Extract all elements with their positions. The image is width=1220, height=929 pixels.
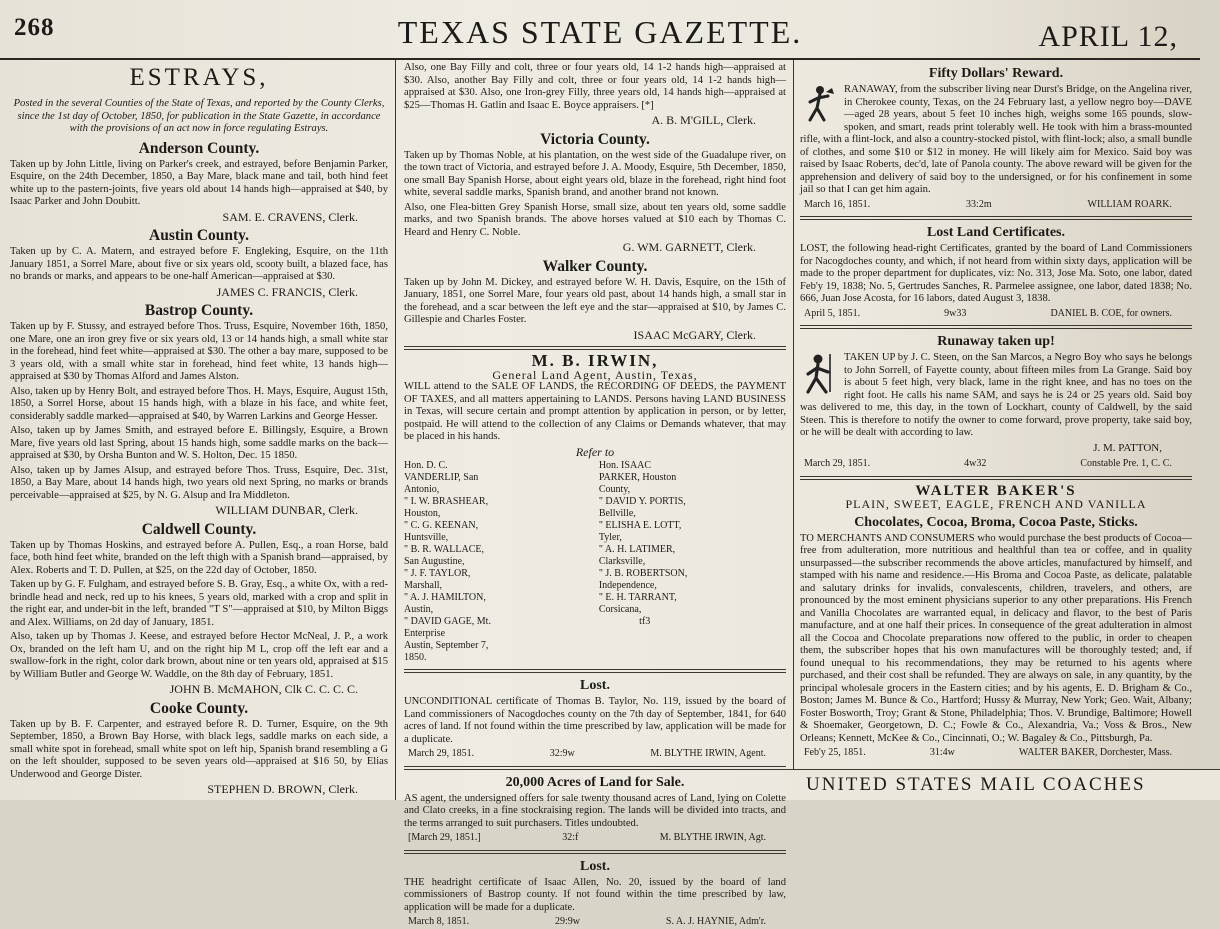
- clerk-signature: STEPHEN D. BROWN, Clerk.: [207, 782, 358, 796]
- advert-code: 9w33: [944, 307, 967, 319]
- reference-line: Hon. D. C. VANDERLIP, San Antonio,: [404, 460, 479, 495]
- advert-subheading: General Land Agent, Austin, Texas,: [492, 367, 698, 382]
- advert-date: March 29, 1851.: [804, 458, 871, 469]
- divider: [800, 476, 1192, 480]
- newspaper-title: TEXAS STATE GAZETTE.: [397, 14, 803, 50]
- county-heading: Caldwell County.: [141, 520, 257, 538]
- advert-text: THE headright certificate of Isaac Allen, No. 20, issued by the board of land commissioners of Bastrop county. If not found within the time prescribed by law, application will be made for a duplicate.: [404, 876, 786, 913]
- advert-text: LOST, the following head-right Certificates, granted by the board of Land Commissioners for Nacogdoches county, and which, if not heard from within sixty days, application will be made to the proper department for duplicates, viz: No. 313, Jose Ma. Soto, one labor, dated Feb'y 19, 1838; No. 5, Gertrudes Sanches, R. Parmelee assignee, one labor, dated 1838; No. 666, Juan Jose Acosta, for 16 labors, dated August 3, 1838.: [800, 243, 1192, 304]
- county-heading: Austin County.: [149, 227, 249, 244]
- county-heading: Victoria County.: [540, 130, 650, 148]
- reference-line: " J. B. ROBERTSON, Independence,: [598, 568, 688, 591]
- advert-code: 31:4w: [929, 747, 955, 758]
- runaway-figure-icon: [800, 84, 838, 128]
- estrays-heading: ESTRAYS,: [129, 64, 269, 91]
- clerk-signature: WILLIAM DUNBAR, Clerk.: [215, 503, 358, 517]
- reference-line: " A. J. HAMILTON, Austin,: [404, 592, 486, 615]
- county-heading: Walker County.: [542, 257, 648, 275]
- clerk-signature: ISAAC McGARY, Clerk.: [633, 327, 756, 342]
- advert-code: 33:2m: [966, 198, 992, 210]
- advert-heading: Runaway taken up!: [937, 334, 1055, 349]
- advert-text: WILL attend to the SALE OF LANDS, the RECORDING OF DEEDS, the PAYMENT OF TAXES, and all matters appertaining to LANDS. Persons having LAND BUSINESS in Texas, will secure certain and prompt attention by application in person, or by letter, postpaid. He will attend to the collection of any Claims or Demands whatever, that may be placed in his hands.: [404, 381, 786, 442]
- clerk-signature: JOHN B. McMAHON, Clk C. C. C. C.: [169, 682, 358, 696]
- advert-footer: [404, 748, 786, 761]
- reference-line: " DAVID GAGE, Mt. Enterprise: [404, 616, 491, 639]
- advert-signature: WILLIAM ROARK.: [1087, 198, 1172, 210]
- advert-heading: WALTER BAKER'S: [915, 482, 1077, 499]
- estray-notice: Taken up by John M. Dickey, and estrayed before W. H. Davis, Esquire, on the 15th of January, 1851, one Sorrel Mare, four years old past, about 14 hands high, a small star in the forehead, and a scar between the left eye and the star—appraised at $10, by James C. Gillespie and Charles Foster.: [404, 276, 786, 325]
- refer-heading: Refer to: [575, 444, 615, 459]
- reward-body: RANAWAY, from the subscriber living near Durst's Bridge, on the Angelina river, in Cherokee county, Texas, on the 24 February last, a yellow negro boy—DAVE—aged 28 years, about 5 feet 10 inches high, weighs some 165 pounds, slow-spoken, and smart, reads print tolerably well. He took with him a brass-mounted rifle, with a flint-lock, and also a country-stocked pistol, with flint-lock; also, a small bundle of clothes, and some $10 or $12 in money. He will likely aim for Mexico. Said boy was raised by Isaac Roberts, dec'd, late of Panola county. The above reward will be given for the apprehension and delivery of said boy to the undersigned, or for his confinement in some jail so that I can get him again.: [800, 84, 1192, 195]
- reference-line: Hon. ISAAC PARKER, Houston County,: [598, 460, 677, 495]
- advert-code: 32:f: [562, 832, 579, 843]
- mail-coaches-heading: UNITED STATES MAIL COACHES: [786, 769, 1220, 800]
- column-right: [800, 62, 1192, 800]
- estray-notice: Taken up by B. F. Carpenter, and estrayed before R. D. Turner, Esquire, on the 9th September, 1850, a Brown Bay Horse, with black legs, saddle marks on each side, a small white spot in forehead, small white spot on left hip, Spanish brand resembling a G on the left shoulder, supposed to be seven years old—appraised at $16 50, by Elias Underwood and George Dister.: [10, 718, 388, 780]
- runaway-body: TAKEN UP by J. C. Steen, on the San Marcos, a Negro Boy who says he belongs to John Sorrell, of Fayette county, about fifteen miles from La Grange. Said boy is about 5 feet high, very black, lame in the right knee, and has no toes on the right foot. He calls his name SAM, and says he is 24 or 25 years old. Said boy was delivered to me, this day, in the town of Lockhart, county of Caldwell, by the said Steen. This is therefore to notify the owner to come forward, prove property, take said boy, or he will be dealt with according to law.: [800, 352, 1192, 438]
- estray-notice: Taken up by Thomas Noble, at his plantation, on the west side of the Guadalupe river, on the town tract of Victoria, and estrayed before J. A. Moody, Esquire, 5th December, 1850, one small Bay Spanish Horse, about eight years old, blaze in the forehead, right hind foot white, several saddle marks, Spanish brand, and another brand not known.: [404, 149, 786, 198]
- estray-notice: Taken up by F. Stussy, and estrayed before Thos. Truss, Esquire, November 16th, 1850, one Mare, one an iron grey five or six years old, 13 or 14 hands high, a small white star in the forehead, hind feet white—appraised at $30. The other a bay mare, supposed to be 3 years old, with a small white star in forehead, hind feet white, 13 hands high—appraised at $30 by Thomas Alford and James Alston.: [10, 321, 388, 382]
- reference-line: " ELISHA E. LOTT, Tyler,: [598, 520, 682, 543]
- reference-line: " A. H. LATIMER, Clarksville,: [598, 544, 676, 567]
- advert-signature: M. BLYTHE IRWIN, Agt.: [659, 832, 766, 843]
- advert-code: 29:9w: [555, 916, 581, 927]
- references-right: [599, 460, 786, 664]
- advert-date: March 8, 1851.: [408, 916, 470, 927]
- estray-notice: Taken up by Thomas Hoskins, and estrayed before A. Pullen, Esq., a roan Horse, bald face, both hind feet white, branded on the left thigh with a Spanish brand—appraised, by Alex. Roberts and T. D. Pullen, at $25, on the 22d day of October, 1850.: [10, 539, 388, 576]
- advert-footer: [800, 747, 1192, 760]
- advert-heading: Fifty Dollars' Reward.: [928, 66, 1064, 81]
- advert-footer: [800, 308, 1192, 321]
- divider: [404, 669, 786, 673]
- clerk-signature: SAM. E. CRAVENS, Clerk.: [222, 209, 358, 224]
- estrays-intro: Posted in the several Counties of the State of Texas, and reported by the County Clerks, since the 1st day of October, 1850, for publication in the State Gazette, in accordance with the provisions of an act now in force regulating Estrays.: [13, 98, 385, 134]
- estray-notice: Taken up by C. A. Matern, and estrayed before F. Engleking, Esquire, on the 11th January 1851, a Sorrel Mare, about five or six years old, scooty built, a blazed face, has no brands or marks, and appears to be one-half American—appraised at $30.: [10, 246, 388, 282]
- column-estrays: [10, 62, 388, 800]
- advert-date: March 29, 1851.: [408, 748, 475, 759]
- advert-code: 32:9w: [549, 748, 575, 759]
- page-number: 268: [14, 14, 55, 41]
- advert-heading: Lost.: [580, 858, 610, 874]
- advert-signature: DANIEL B. COE, for owners.: [1050, 307, 1172, 319]
- advert-heading: Lost.: [580, 678, 610, 693]
- reference-line: " I. W. BRASHEAR, Houston,: [404, 496, 489, 519]
- advert-heading: Lost Land Certificates.: [926, 225, 1066, 240]
- advert-date: [March 29, 1851.]: [408, 832, 481, 843]
- advert-footer: [800, 458, 1192, 471]
- reference-line: " B. R. WALLACE, San Augustine,: [404, 544, 485, 567]
- advert-signature: M. BLYTHE IRWIN, Agent.: [650, 748, 766, 759]
- reference-line: " E. H. TARRANT, Corsicana,: [598, 592, 677, 615]
- clerk-signature: JAMES C. FRANCIS, Clerk.: [216, 284, 358, 299]
- estray-notice: Taken up by John Little, living on Parker's creek, and estrayed, before Benjamin Parker, Esquire, on the 24th December, 1850, a Bay Mare, black mane and tail, both hind feet white up to the pastern-joints, five years old about 14 hands high—appraised at $40, by Isaac Parker and John Doubitt.: [10, 158, 388, 207]
- advert-date: March 16, 1851.: [804, 198, 871, 210]
- estray-notice: Also, taken up by James Smith, and estrayed before E. Billingsly, Esquire, a Brown Mare, five years old last Spring, about 15 hands high, some saddle marks on the back—appraised at $30, by Orsha Bunton and W. S. Holton, Dec. 15 1850.: [10, 425, 388, 461]
- advert-text: [800, 352, 1192, 440]
- reference-line: Austin, September 7, 1850.: [404, 640, 489, 663]
- advert-footer: [404, 832, 786, 845]
- estray-notice: Also, taken up by Thomas J. Keese, and estrayed before Hector McNeal, J. P., a work Ox, branded on the left ham U, and on the right hip M L, crop off the left ear and a swallow-fork in the right, color dark brown, about nine or ten years old, appraised at $15 by William Butler and George W. Waddle, on the 8th day of February, 1851.: [10, 631, 388, 680]
- advert-signature: WALTER BAKER, Dorchester, Mass.: [1018, 747, 1172, 758]
- advert-subheading: PLAIN, SWEET, EAGLE, FRENCH AND VANILLA: [845, 497, 1147, 511]
- estray-notice: Also, taken up by James Alsup, and estrayed before Thos. Truss, Esquire, Dec. 31st, 1850, a Bay Mare, about 14 hands high, two years old next Spring, no marks or brands perceivable—appraised at $25, by N. G. Alsup and Ira Middleton.: [10, 464, 388, 501]
- reference-line: " J. F. TAYLOR, Marshall,: [404, 568, 471, 591]
- advert-footer: [404, 916, 786, 929]
- advert-heading: M. B. IRWIN,: [531, 351, 659, 370]
- estray-notice: Also, one Bay Filly and colt, three or four years old, 14 1-2 hands high—appraised at $30. Also, another Bay Filly and colt, three or four years old, 14 1-2 hands high—appraised at $30. Also, one Iron-grey Filly, three years old, 14 hands high—appraised at $25—Thomas H. Gatlin and Isaac E. Boyce appraisers. [*]: [404, 62, 786, 111]
- county-heading: Anderson County.: [138, 139, 260, 157]
- advert-signature: J. M. PATTON,: [1093, 441, 1162, 454]
- advert-date: April 5, 1851.: [804, 307, 861, 319]
- reference-line: " C. G. KEENAN, Huntsville,: [404, 520, 479, 543]
- advert-text: AS agent, the undersigned offers for sale twenty thousand acres of Land, lying on Colette and Clato creeks, in a fine stockraising region. The lands will be divided into tracts, and the terms arranged to suit purchasers. Titles undoubted.: [404, 792, 786, 829]
- estray-notice: Also, taken up by Henry Bolt, and estrayed before Thos. H. Mays, Esquire, August 15th, 1850, a Sorrel Horse, about 15 hands high, with a blaze in his face, and white feet, considerably saddle marked—appraised at $40, by Warren Larkins and George Hesser.: [10, 385, 388, 422]
- advert-text: TO MERCHANTS AND CONSUMERS who would purchase the best products of Cocoa—free from adulteration, more nutritious and healthful than tea or coffee, and in quality unsurpassed—the subscriber recommends the above articles, manufactured by himself, and stamped with his name and residence.—His Broma and Cocoa Paste, as delicate, palatable and salutary drinks for invalids, convalescents, children, travelers, and others, are pronounced by the most eminent physicians superior to any other preparations. His French and Vanilla Chocolates are warranted equal, in delicacy and flavor, to the best of Paris manufacture, and at one half their prices. In consequence of the great adulteration in almost all the Cocoa and Chocolate preparations now offered to the public, in order to cheapen them, the subscriber hopes that his own manufactures will be thoroughly tested; and, if found unequal to his recommendations, they may be returned to his agents where purchased, and their cost shall be refunded. They are always on sale, in any quantity, by the principal wholesale grocers in the Eastern cities; and by his agents, E. D. Brigham & Co., Boston; James M. Bunce & Co., Hartford; Hussy & Murray, New York; Geo. Wait, Albany; Foster Bosworth, Troy; Grant & Stone, Philadelphia; Thos. V. Brundige, Baltimore; Howell & Shoemaker, Georgetown, D. C.; Fowle & Co., Alexandria, Va.; Voss & Bros., New Orleans; Kennett, McKee & Co., Cincinnati, O.; W. Bagaley & Co., Pittsburgh, Pa.: [800, 532, 1192, 744]
- estray-notice: Also, one Flea-bitten Grey Spanish Horse, small size, about ten years old, some saddle marks, and two Spanish brands. The above horses valued at $10 each by Thomas C. Heard and Henry C. Noble.: [404, 201, 786, 238]
- column-middle: [404, 62, 786, 927]
- issue-date: APRIL 12,: [1038, 20, 1178, 53]
- advert-footer: [800, 199, 1192, 212]
- masthead: [0, 0, 1200, 60]
- column-rule: [395, 60, 396, 800]
- advert-code: 4w32: [964, 458, 987, 469]
- reference-line: tf3: [639, 616, 651, 627]
- divider: [800, 325, 1192, 329]
- advert-date: Feb'y 25, 1851.: [804, 747, 866, 758]
- references-left: [404, 460, 591, 664]
- county-heading: Cooke County.: [149, 699, 249, 717]
- reference-line: " DAVID Y. PORTIS, Bellville,: [598, 496, 686, 519]
- divider: [404, 346, 786, 350]
- county-heading: Bastrop County.: [144, 302, 254, 319]
- advert-text: UNCONDITIONAL certificate of Thomas B. Taylor, No. 119, issued by the board of Land commissioners of Nacogdoches county on the 7th day of September, 1841, for 640 acres of land. If not found within the time prescribed by law, application will be made for a duplicate.: [404, 696, 786, 745]
- divider: [404, 850, 786, 854]
- advert-text: [800, 84, 1192, 197]
- clerk-signature: G. WM. GARNETT, Clerk.: [622, 240, 756, 254]
- clerk-signature: A. B. M'GILL, Clerk.: [651, 113, 756, 127]
- runaway-figure-icon: [800, 352, 838, 396]
- advert-signature: Constable Pre. 1, C. C.: [1080, 458, 1172, 469]
- divider: [800, 216, 1192, 220]
- estray-notice: Taken up by G. F. Fulgham, and estrayed before S. B. Gray, Esq., a white Ox, with a red-brindle head and neck, red up to his knees, 5 years old, marked with a crop and split in the right ear, and under-bit in the left, branded "T S"—appraised at $10, by Milton Biggs and Alex. Williams, on 2d day of January, 1851.: [10, 579, 388, 628]
- advert-heading: 20,000 Acres of Land for Sale.: [505, 774, 685, 790]
- advert-signature: S. A. J. HAYNIE, Adm'r.: [665, 916, 766, 927]
- divider: [404, 766, 786, 770]
- column-rule: [793, 60, 794, 800]
- references-list: [404, 460, 786, 664]
- advert-subheading: Chocolates, Cocoa, Broma, Cocoa Paste, Sticks.: [854, 514, 1138, 530]
